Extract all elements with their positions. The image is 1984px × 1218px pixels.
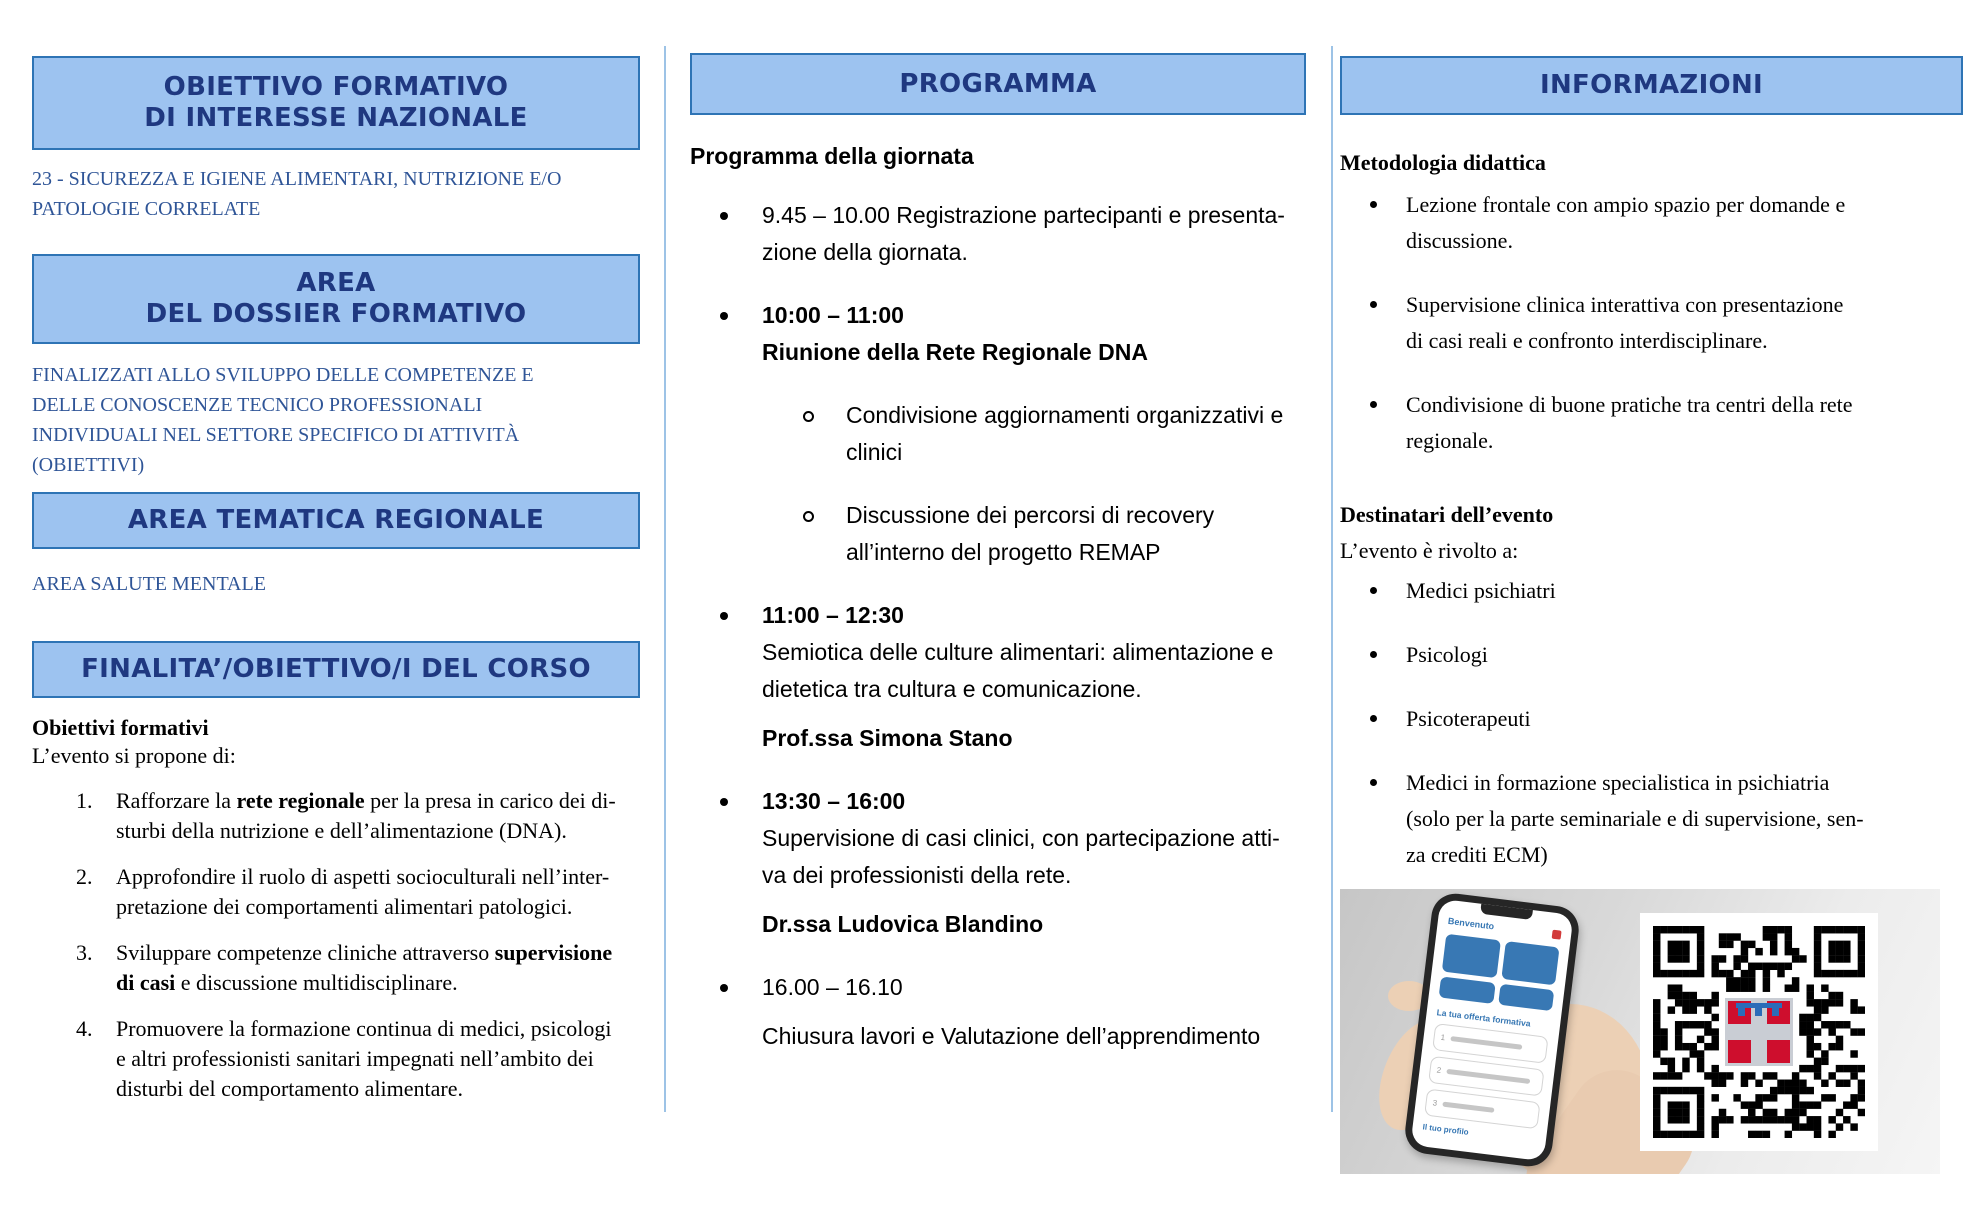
program-item-text [762, 906, 1043, 943]
text-line: DELLE CONOSCENZE TECNICO PROFESSIONALI [32, 394, 483, 416]
header-area-dossier [32, 254, 640, 344]
program-item [690, 597, 1322, 708]
text-line: regionale. [1406, 428, 1494, 453]
header-line: AREA TEMATICA REGIONALE [127, 505, 545, 535]
bullet-icon [1366, 573, 1406, 609]
list-item [32, 862, 640, 922]
list-number: 3. [76, 940, 93, 965]
list-text [116, 938, 612, 998]
text-line: e altri professionisti sanitari impegnati nell’ambito dei [116, 1046, 594, 1071]
program-item-text [762, 720, 1013, 757]
placeholder-bar [1451, 1036, 1523, 1050]
list-text [116, 1014, 611, 1104]
phone-list-number: 1 [1440, 1032, 1446, 1043]
program-item-text [762, 297, 1148, 371]
program-item-text [762, 783, 1280, 894]
placeholder-bar [1447, 1069, 1531, 1084]
text-line: 9.45 – 10.00 Registrazione partecipanti e presenta- [762, 202, 1285, 228]
bullet-icon [716, 297, 762, 371]
list-item [32, 786, 640, 846]
text-line: FINALIZZATI ALLO SVILUPPO DELLE COMPETENZE E [32, 364, 534, 386]
text-line: Sviluppare competenze cliniche attraverso supervisione [116, 940, 613, 965]
program-item [690, 1018, 1322, 1055]
text-line: Discussione dei percorsi di recovery [846, 502, 1215, 528]
text-line: zione della giornata. [762, 239, 968, 265]
text-line: PATOLOGIE CORRELATE [32, 198, 261, 220]
text-line: 10:00 – 11:00 [762, 302, 904, 328]
program-item [690, 720, 1322, 757]
bullet-icon [1366, 187, 1406, 259]
phone-list-number: 2 [1436, 1065, 1442, 1076]
text-line: dietetica tra cultura e comunicazione. [762, 676, 1142, 702]
program-item [690, 906, 1322, 943]
bullet-item [1340, 637, 1963, 673]
text-line: Medici in formazione specialistica in psichiatria [1406, 770, 1830, 795]
bullet-icon [1366, 765, 1406, 873]
app-tile [1442, 934, 1501, 978]
header-line: FINALITA’/OBIETTIVO/I DEL CORSO [81, 654, 591, 684]
header-line: INFORMAZIONI [1540, 70, 1763, 100]
audience-title: Destinatari dell’evento [1340, 502, 1554, 527]
text-line: 13:30 – 16:00 [762, 788, 906, 814]
objectives-section [32, 714, 640, 1104]
text-line: va dei professionisti della rete. [762, 862, 1072, 888]
text-line: Semiotica delle culture alimentari: alimentazione e [762, 639, 1274, 665]
paragraph-area-salute [32, 569, 640, 599]
bullet-text [1406, 637, 1488, 673]
bullet-icon [1366, 637, 1406, 673]
bullet-text [1406, 573, 1556, 609]
bullet-item [1340, 287, 1963, 359]
column-divider-right [1331, 46, 1333, 1112]
objectives-intro: L’evento si propone di: [32, 743, 236, 768]
bullet-item [1340, 573, 1963, 609]
text-line: Medici psichiatri [1406, 578, 1556, 603]
program-item-text [846, 397, 1283, 471]
bullet-text [1406, 387, 1853, 459]
bullet-item [1340, 387, 1963, 459]
notification-icon [1552, 929, 1562, 939]
list-item [32, 1014, 640, 1104]
text-line: Supervisione clinica interattiva con presentazione [1406, 292, 1844, 317]
list-item [32, 938, 640, 998]
text-line: Approfondire il ruolo di aspetti socioculturali nell’inter- [116, 864, 610, 889]
program-subtitle: Programma della giornata [690, 143, 974, 169]
program-item-text [762, 197, 1285, 271]
text-line: Rafforzare la rete regionale per la presa in carico dei di- [116, 788, 616, 813]
app-tile [1501, 941, 1560, 985]
text-line: Lezione frontale con ampio spazio per domande e [1406, 192, 1846, 217]
bullet-icon [1366, 701, 1406, 737]
placeholder-bar [1443, 1102, 1495, 1113]
text-line: AREA SALUTE MENTALE [32, 573, 266, 595]
header-finalita [32, 641, 640, 698]
text-line: Supervisione di casi clinici, con partecipazione atti- [762, 825, 1280, 851]
header-line: PROGRAMMA [899, 68, 1097, 99]
column-divider-left [664, 46, 666, 1112]
program-item-text [762, 1018, 1260, 1055]
program-item [690, 497, 1322, 571]
circle-bullet-icon [800, 397, 846, 471]
phone-list-number: 3 [1432, 1098, 1438, 1108]
text-line: (OBIETTIVI) [32, 454, 145, 476]
bullet-icon [716, 783, 762, 894]
program-item [690, 397, 1322, 471]
phone-profile-label: Il tuo profilo [1422, 1122, 1470, 1137]
bullet-icon [716, 597, 762, 708]
bullet-icon [1366, 387, 1406, 459]
text-line: Chiusura lavori e Valutazione dell’apprendimento [762, 1023, 1261, 1049]
column-left [32, 0, 640, 1104]
phone-offer-label: La tua offerta formativa [1436, 1007, 1532, 1029]
audience-intro: L’evento è rivolto a: [1340, 538, 1519, 563]
text-line: clinici [846, 439, 903, 465]
text-line: discussione. [1406, 228, 1513, 253]
text-line: Riunione della Rete Regionale DNA [762, 339, 1148, 365]
text-line: 11:00 – 12:30 [762, 602, 904, 628]
program-item-text [846, 497, 1214, 571]
header-area-tematica [32, 492, 640, 549]
bullet-text [1406, 701, 1531, 737]
bullet-item [1340, 701, 1963, 737]
text-line: 16.00 – 16.10 [762, 974, 903, 1000]
column-middle [690, 0, 1322, 1055]
program-item-text [762, 969, 903, 1006]
program-item [690, 297, 1322, 371]
bullet-text [1406, 187, 1845, 259]
text-line: za crediti ECM) [1406, 842, 1548, 867]
bullet-item [1340, 765, 1963, 873]
header-programma [690, 53, 1306, 115]
bullet-item [1340, 187, 1963, 259]
text-line: disturbi del comportamento alimentare. [116, 1076, 464, 1101]
text-line: 23 - SICUREZZA E IGIENE ALIMENTARI, NUTRIZIONE E/O [32, 168, 562, 190]
text-line: Psicologi [1406, 642, 1488, 667]
bullet-icon [716, 197, 762, 271]
header-line: AREA [296, 268, 376, 298]
program-item-text [762, 597, 1273, 708]
phone-greeting: Benvenuto [1447, 915, 1495, 932]
list-text [116, 786, 616, 846]
text-line: (solo per la parte seminariale e di supervisione, sen- [1406, 806, 1864, 831]
paragraph-dossier [32, 360, 640, 480]
header-line: OBIETTIVO FORMATIVO [163, 72, 509, 102]
header-obiettivo-formativo [32, 56, 640, 150]
bullet-text [1406, 765, 1864, 873]
list-number: 4. [76, 1016, 93, 1041]
column-right [1340, 0, 1963, 1174]
text-line: all’interno del progetto REMAP [846, 539, 1161, 565]
header-line: DI INTERESSE NAZIONALE [144, 103, 528, 133]
no-bullet [716, 906, 762, 943]
text-line: Dr.ssa Ludovica Blandino [762, 911, 1044, 937]
bullet-text [1406, 287, 1843, 359]
methodology-title: Metodologia didattica [1340, 150, 1546, 175]
text-line: INDIVIDUALI NEL SETTORE SPECIFICO DI ATTIVITÀ [32, 424, 520, 446]
text-line: Condivisione di buone pratiche tra centri della rete [1406, 392, 1853, 417]
no-bullet [716, 720, 762, 757]
program-item [690, 783, 1322, 894]
piedmont-emblem-icon [1728, 1001, 1790, 1063]
qr-code [1640, 913, 1878, 1151]
list-number: 1. [76, 788, 93, 813]
text-line: Prof.ssa Simona Stano [762, 725, 1013, 751]
paragraph-obiettivo-nazionale [32, 164, 640, 224]
bullet-icon [1366, 287, 1406, 359]
program-list [690, 197, 1322, 1055]
text-line: sturbi della nutrizione e dell’alimentazione (DNA). [116, 818, 567, 843]
text-line: pretazione dei comportamenti alimentari patologici. [116, 894, 573, 919]
header-line: DEL DOSSIER FORMATIVO [145, 299, 527, 329]
objectives-title: Obiettivi formativi [32, 715, 209, 740]
text-line: di casi reali e confronto interdisciplinare. [1406, 328, 1768, 353]
promo-image [1340, 889, 1940, 1174]
smartphone [1403, 891, 1582, 1169]
program-item [690, 197, 1322, 271]
text-line: Promuovere la formazione continua di medici, psicologi [116, 1016, 612, 1041]
text-line: Condivisione aggiornamenti organizzativi e [846, 402, 1284, 428]
program-item [690, 969, 1322, 1006]
text-line: Psicoterapeuti [1406, 706, 1531, 731]
list-number: 2. [76, 864, 93, 889]
list-text [116, 862, 609, 922]
header-informazioni [1340, 56, 1963, 115]
bullet-icon [716, 969, 762, 1006]
text-line: di casi e discussione multidisciplinare. [116, 970, 458, 995]
phone-screen [1410, 899, 1573, 1161]
no-bullet [716, 1018, 762, 1055]
circle-bullet-icon [800, 497, 846, 571]
